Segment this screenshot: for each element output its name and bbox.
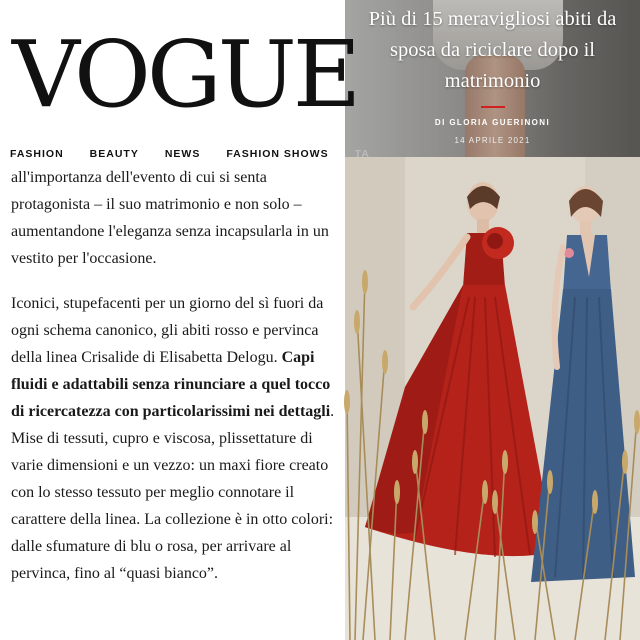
hero-title[interactable]: Più di 15 meravigliosi abiti da sposa da riciclare dopo il matrimonio: [368, 8, 617, 92]
editorial-photo: [345, 157, 640, 640]
nav-item-news[interactable]: NEWS: [164, 148, 201, 160]
nav-item-beauty[interactable]: BEAUTY: [89, 148, 139, 160]
article-body: [11, 160, 341, 605]
article-paragraph-2: [11, 290, 341, 587]
nav-item-fashion[interactable]: FASHION: [10, 148, 64, 160]
hero-card[interactable]: [345, 0, 640, 157]
nav-bar: [0, 148, 370, 166]
hero-date: 14 APRILE 2021: [454, 136, 531, 145]
image-panel: [345, 0, 640, 640]
article-paragraph-1: all'importanza dell'evento di cui si senta protagonista – il suo matrimonio e non solo – aumentandone l'eleganza senza incapsularla in un vestito per l'occasione.: [11, 169, 329, 267]
nav-item-truncated[interactable]: TA: [354, 148, 370, 160]
hero-author: DI GLORIA GUERINONI: [434, 118, 551, 127]
article-text: . Mise di tessuti, cupro e viscosa, plissettature di varie dimensioni e un vezzo: un maxi fiore creato con lo stesso tessuto per meglio connotare il carattere della linea. La collezione è in otto colori: dalle sfumature di blu o rosa, per arrivare al pervinca, fino al “quasi bianco”.: [11, 403, 335, 582]
hero-accent-rule: [481, 106, 505, 108]
masthead: [0, 0, 358, 150]
nav-item-fashion-shows[interactable]: FASHION SHOWS: [226, 148, 329, 160]
photo-illustration: [345, 157, 640, 640]
article-text: Iconici, stupefacenti per un giorno del sì fuori da ogni schema canonico, gli abiti rosso e pervinca della linea Crisalide di Elisabetta Delogu.: [11, 295, 324, 366]
vogue-logo[interactable]: VOGUE: [12, 21, 358, 128]
article-bold-text: Capi fluidi e adattabili senza rinunciare a quel tocco di ricercatezza con particolarissimi nei dettagli: [11, 349, 331, 420]
